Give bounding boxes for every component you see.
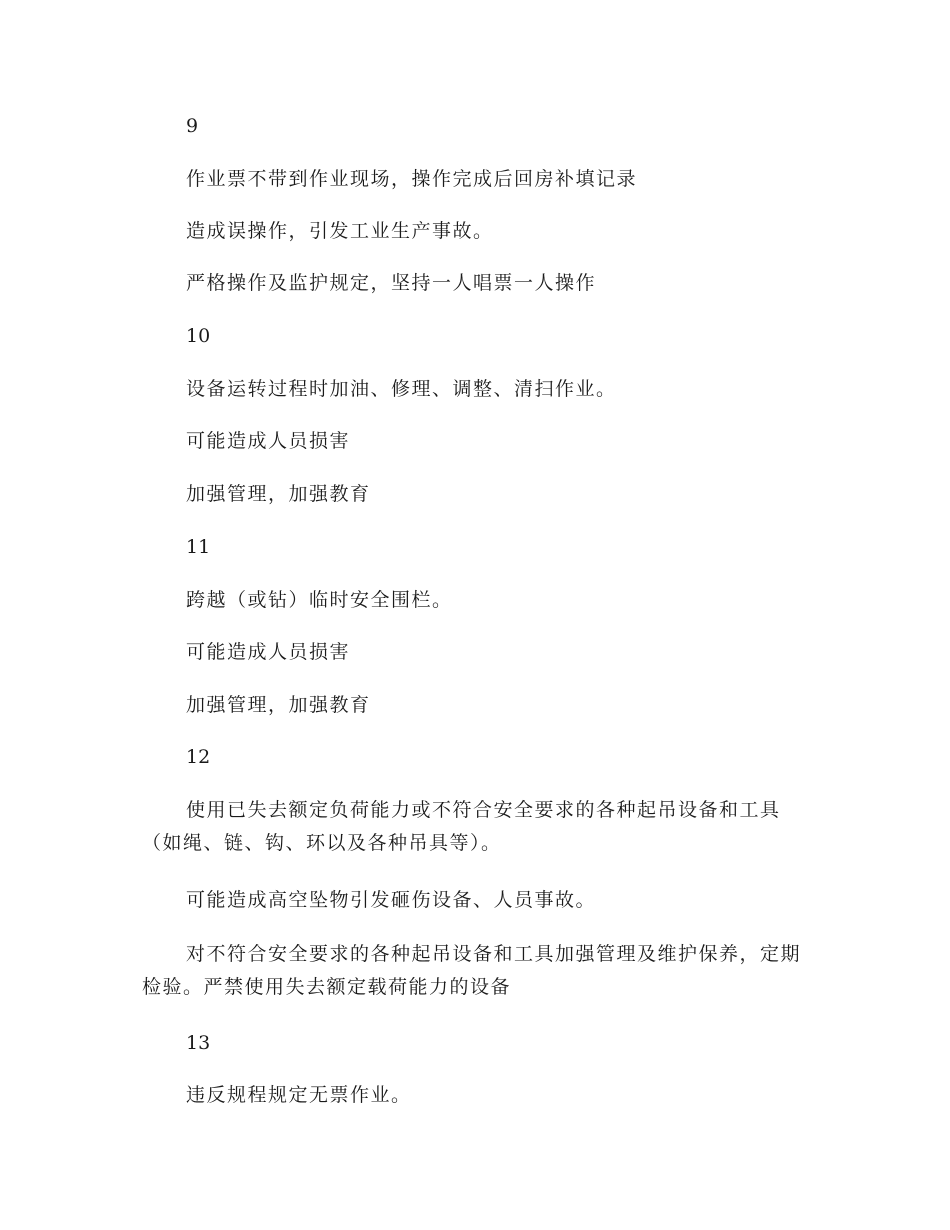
paragraph: 严格操作及监护规定，坚持一人唱票一人操作 [186,272,597,294]
paragraph: 加强管理，加强教育 [186,483,371,505]
item-number: 10 [186,325,211,347]
item-number: 9 [186,115,199,137]
paragraph: 对不符合安全要求的各种起吊设备和工具加强管理及维护保养，定期检验。严禁使用失去额定载荷能力的设备 [142,943,802,998]
paragraph: 跨越（或钻）临时安全围栏。 [186,589,453,611]
item-number: 13 [186,1032,211,1054]
item-number: 12 [186,746,211,768]
paragraph: 可能造成人员损害 [186,430,351,452]
paragraph: 造成误操作，引发工业生产事故。 [186,220,494,242]
paragraph: 使用已失去额定负荷能力或不符合安全要求的各种起吊设备和工具（如绳、链、钩、环以及各种吊具等）。 [142,799,781,854]
paragraph: 可能造成高空坠物引发砸伤设备、人员事故。 [186,889,597,911]
paragraph: 可能造成人员损害 [186,641,351,663]
item-number: 11 [186,536,211,558]
paragraph: 设备运转过程时加油、修理、调整、清扫作业。 [186,378,617,400]
paragraph: 作业票不带到作业现场，操作完成后回房补填记录 [186,168,638,190]
paragraph: 加强管理，加强教育 [186,694,371,716]
paragraph: 违反规程规定无票作业。 [186,1084,412,1106]
